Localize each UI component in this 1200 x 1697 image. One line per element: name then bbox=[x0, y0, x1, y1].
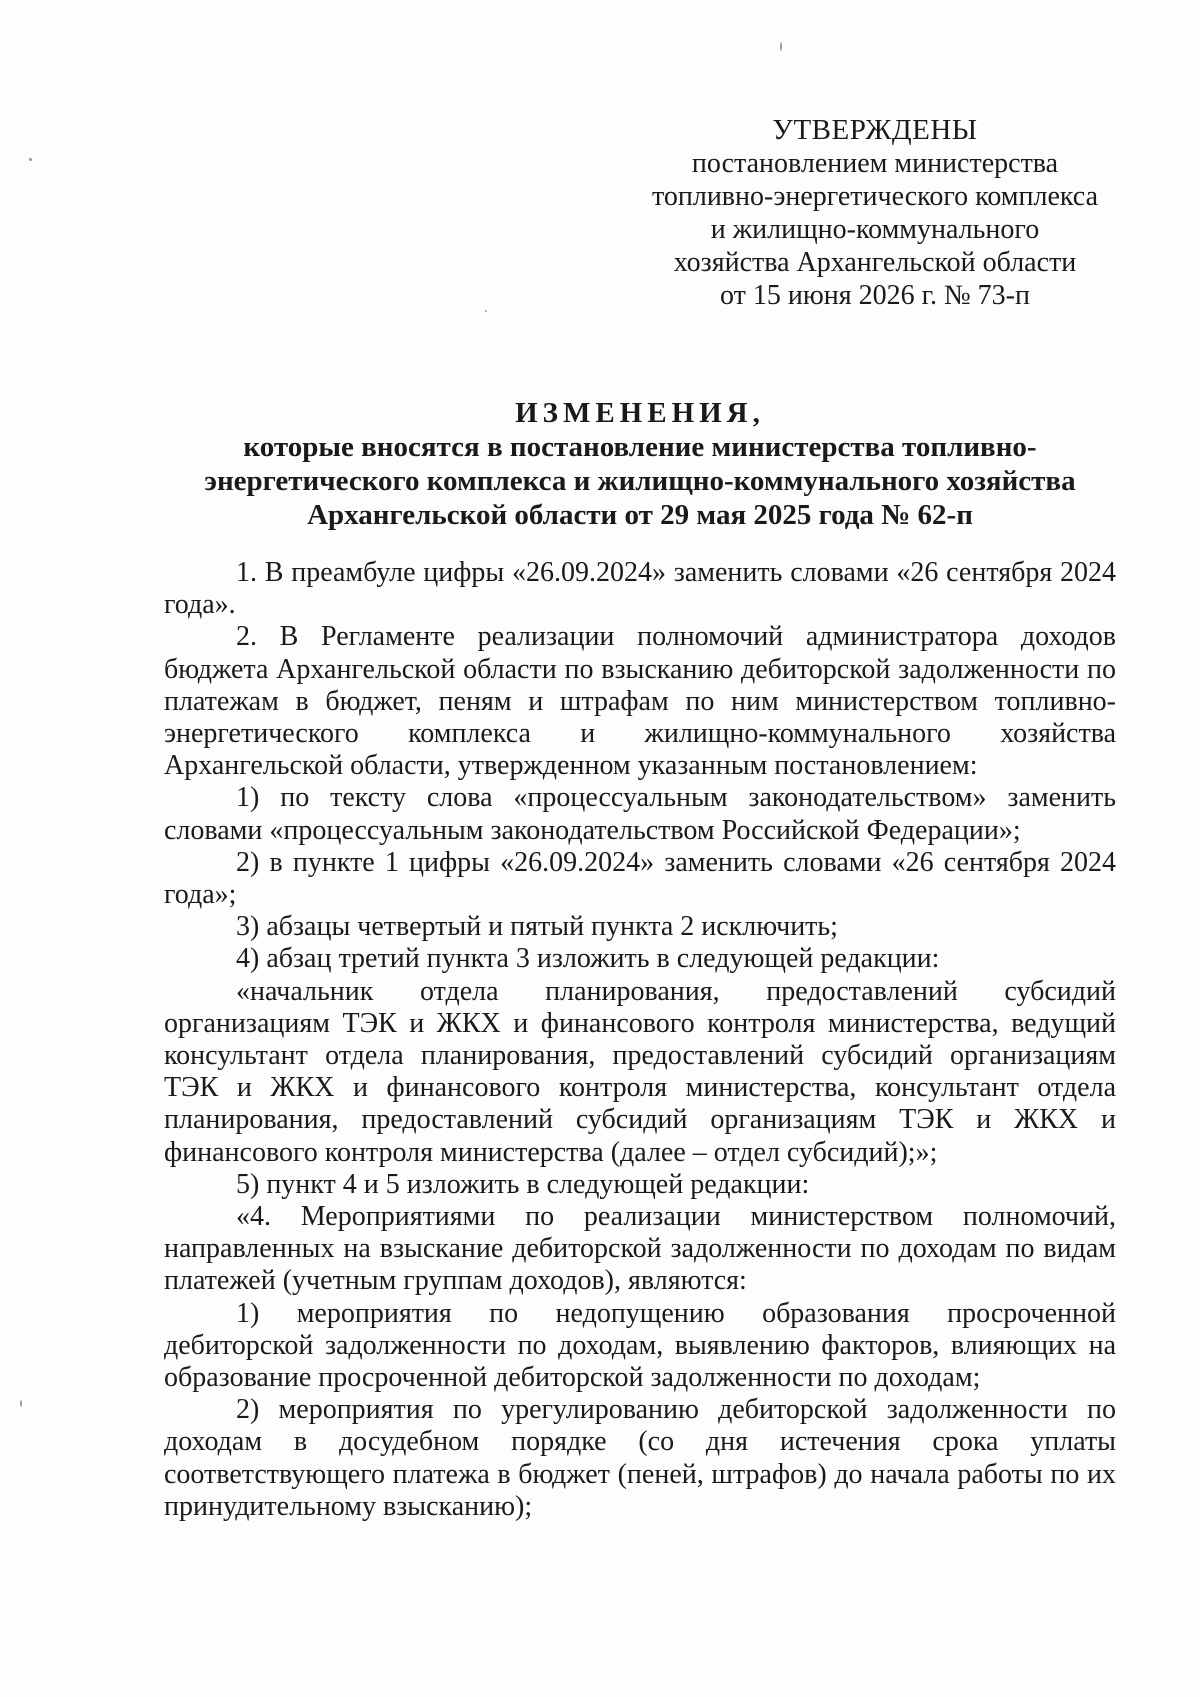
document-body bbox=[164, 557, 1116, 1523]
approval-line: хозяйства Архангельской области bbox=[673, 247, 1077, 278]
approval-line: топливно-энергетического комплекса bbox=[652, 181, 1098, 212]
approval-block bbox=[640, 114, 1110, 312]
heading-sub-line: которые вносятся в постановление министерства топливно- bbox=[243, 431, 1037, 463]
paragraph: 2. В Регламенте реализации полномочий администратора доходов бюджета Архангельской области по взысканию дебиторской задолженности по платежам в бюджет, пеням и штрафам по ним министерством топливно-энергетического комплекса и жилищно-коммунального хозяйства Архангельской области, утвержденном указанным постановлением: bbox=[164, 621, 1116, 782]
scan-speck bbox=[780, 42, 782, 51]
scan-speck bbox=[29, 158, 32, 161]
heading-main: ИЗМЕНЕНИЯ, bbox=[515, 397, 765, 429]
approval-title: УТВЕРЖДЕНЫ bbox=[772, 114, 978, 146]
paragraph: «4. Мероприятиями по реализации министерством полномочий, направленных на взыскание дебиторской задолженности по доходам по видам платежей (учетным группам доходов), являются: bbox=[164, 1201, 1116, 1297]
paragraph: 2) в пункте 1 цифры «26.09.2024» заменить словами «26 сентября 2024 года»; bbox=[164, 846, 1116, 911]
paragraph: 2) мероприятия по урегулированию дебиторской задолженности по доходам в досудебном порядке (со дня истечения срока уплаты соответствующего платежа в бюджет (пеней, штрафов) до начала работы по их принудительному взысканию); bbox=[164, 1394, 1116, 1522]
paragraph: 4) абзац третий пункта 3 изложить в следующей редакции: bbox=[236, 943, 940, 975]
heading-sub-line: Архангельской области от 29 мая 2025 года № 62-п bbox=[307, 499, 973, 531]
paragraph: 1) мероприятия по недопущению образования просроченной дебиторской задолженности по доходам, выявлению факторов, влияющих на образование просроченной дебиторской задолженности по доходам; bbox=[164, 1297, 1116, 1394]
paragraph: 1) по тексту слова «процессуальным законодательством» заменить словами «процессуальным законодательством Российской Федерации»; bbox=[164, 782, 1116, 846]
approval-line: от 15 июня 2026 г. № 73-п bbox=[720, 280, 1030, 311]
paragraph: 1. В преамбуле цифры «26.09.2024» заменить словами «26 сентября 2024 года». bbox=[164, 557, 1116, 621]
paragraph: 5) пункт 4 и 5 изложить в следующей редакции: bbox=[236, 1168, 810, 1200]
scan-speck bbox=[485, 310, 487, 312]
heading-sub-line: энергетического комплекса и жилищно-коммунального хозяйства bbox=[204, 465, 1076, 497]
scan-speck bbox=[20, 1400, 22, 1407]
paragraph: «начальник отдела планирования, предоставлений субсидий организациям ТЭК и ЖКХ и финансового контроля министерства, ведущий консультант отдела планирования, предоставлений субсидий организациям ТЭК и ЖКХ и финансового контроля министерства, консультант отдела планирования, предоставлений субсидий организациям ТЭК и ЖКХ и финансового контроля министерства (далее – отдел субсидий);»; bbox=[164, 975, 1116, 1168]
paragraph: 3) абзацы четвертый и пятый пункта 2 исключить; bbox=[236, 911, 838, 943]
approval-line: и жилищно-коммунального bbox=[710, 214, 1040, 245]
approval-line: постановлением министерства bbox=[691, 148, 1059, 179]
document-heading bbox=[160, 396, 1120, 532]
